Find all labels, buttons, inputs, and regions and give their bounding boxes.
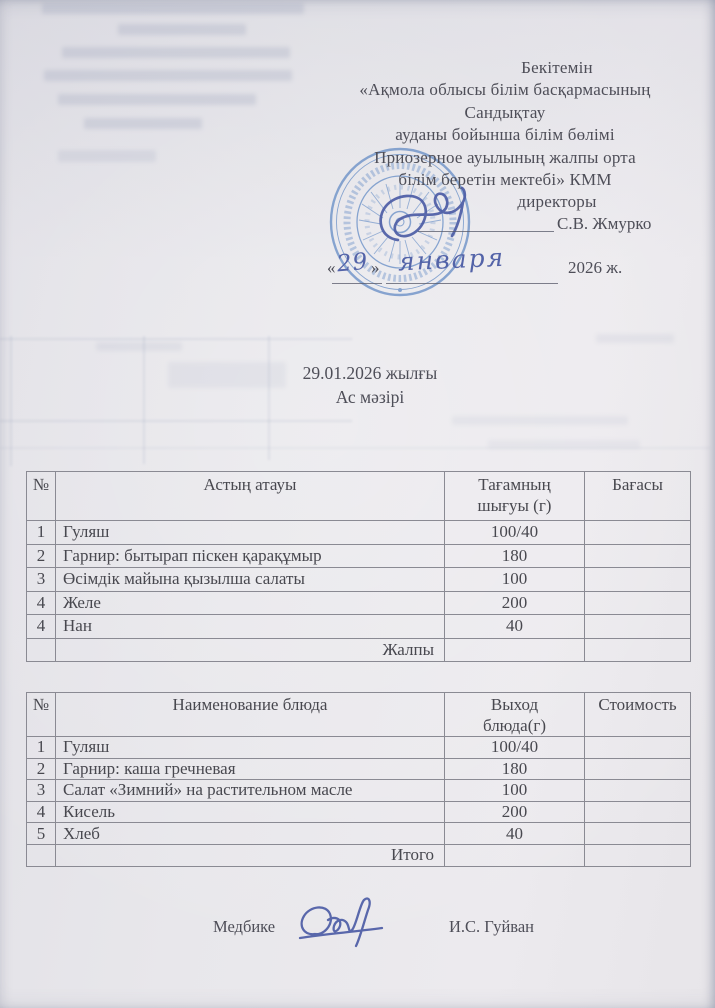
approval-line: «Ақмола облысы білім басқармасының — [359, 80, 651, 100]
cell-output: 200 — [445, 591, 585, 615]
signature-line — [418, 231, 554, 232]
cell-price — [585, 823, 691, 845]
approval-line: Приозерное ауылының жалпы орта — [374, 147, 636, 167]
cell-output: 180 — [445, 758, 585, 780]
date-open-quote: « — [327, 258, 336, 277]
cell-price — [585, 615, 691, 639]
table-header-row — [27, 693, 691, 737]
cell-output: 100/40 — [445, 737, 585, 759]
cell-price — [585, 568, 691, 592]
cell-price — [585, 521, 691, 545]
date-underline — [386, 283, 558, 284]
col-header-dish: Астың атауы — [56, 472, 445, 521]
cell-price — [585, 801, 691, 823]
date-close-quote: » — [371, 258, 380, 277]
menu-table-russian — [26, 692, 691, 867]
cell-price — [585, 544, 691, 568]
col-header-output: Выход блюда(г) — [445, 693, 585, 737]
cell-dish: Кисель — [56, 801, 445, 823]
approval-line: Бекітемін — [521, 58, 593, 77]
title-date-line: 29.01.2026 жылғы — [302, 363, 438, 383]
cell-num: 4 — [27, 801, 56, 823]
table-total-row — [27, 638, 691, 662]
table-row — [27, 615, 691, 639]
cell-price — [585, 758, 691, 780]
cell-num: 4 — [27, 591, 56, 615]
table-row — [27, 544, 691, 568]
col-header-num: № — [27, 472, 56, 521]
cell-price — [585, 591, 691, 615]
col-header-dish: Наименование блюда — [56, 693, 445, 737]
cell-output: 200 — [445, 801, 585, 823]
date-underline — [332, 283, 382, 284]
cell-num: 4 — [27, 615, 56, 639]
handwritten-day: 29 — [335, 248, 370, 278]
approval-line: білім беретін мектебі» КММ — [398, 170, 612, 190]
cell-dish: Гарнир: бытырап піскен қарақұмыр — [56, 544, 445, 568]
table-row — [27, 780, 691, 802]
approval-line: ауданы бойынша білім бөлімі — [395, 125, 615, 145]
table-row — [27, 823, 691, 845]
cell-output: 180 — [445, 544, 585, 568]
cell-dish: Салат «Зимний» на растительном масле — [56, 780, 445, 802]
cell-price — [585, 638, 691, 662]
cell-price — [585, 780, 691, 802]
col-header-price: Стоимость — [585, 693, 691, 737]
cell-num: 3 — [27, 780, 56, 802]
cell-price — [585, 844, 691, 866]
table-row — [27, 737, 691, 759]
total-label: Жалпы — [56, 638, 445, 662]
cell-num: 2 — [27, 758, 56, 780]
cell-output — [445, 638, 585, 662]
cell-num: 1 — [27, 737, 56, 759]
cell-output — [445, 844, 585, 866]
approval-line: Сандықтау — [464, 102, 546, 122]
cell-dish: Желе — [56, 591, 445, 615]
cell-output: 100 — [445, 568, 585, 592]
table-total-row — [27, 844, 691, 866]
cell-num: 3 — [27, 568, 56, 592]
cell-output: 40 — [445, 823, 585, 845]
table-row — [27, 758, 691, 780]
cell-num — [27, 638, 56, 662]
date-year: 2026 ж. — [568, 258, 623, 277]
title-menu-line: Ас мәзірі — [335, 387, 405, 407]
total-label: Итого — [56, 844, 445, 866]
cell-num: 1 — [27, 521, 56, 545]
table-row — [27, 591, 691, 615]
document-title — [135, 361, 605, 409]
cell-num — [27, 844, 56, 866]
nurse-role-label: Медбике — [213, 917, 276, 936]
col-header-price: Бағасы — [585, 472, 691, 521]
nurse-signature — [290, 894, 390, 956]
approval-line: директоры — [517, 192, 597, 212]
cell-dish: Нан — [56, 615, 445, 639]
cell-dish: Өсімдік майына қызылша салаты — [56, 568, 445, 592]
nurse-name: И.С. Гуйван — [449, 917, 535, 936]
cell-dish: Гуляш — [56, 521, 445, 545]
cell-num: 5 — [27, 823, 56, 845]
table-row — [27, 801, 691, 823]
cell-output: 40 — [445, 615, 585, 639]
cell-num: 2 — [27, 544, 56, 568]
cell-output: 100 — [445, 780, 585, 802]
menu-table-kazakh — [26, 471, 691, 662]
director-name: С.В. Жмурко — [557, 214, 652, 233]
table-row — [27, 521, 691, 545]
cell-output: 100/40 — [445, 521, 585, 545]
table-row — [27, 568, 691, 592]
col-header-output: Тағамның шығуы (г) — [445, 472, 585, 521]
col-header-num: № — [27, 693, 56, 737]
table-header-row — [27, 472, 691, 521]
cell-price — [585, 737, 691, 759]
cell-dish: Гарнир: каша гречневая — [56, 758, 445, 780]
cell-dish: Хлеб — [56, 823, 445, 845]
cell-dish: Гуляш — [56, 737, 445, 759]
handwritten-month: января — [397, 242, 506, 277]
approval-block — [300, 57, 710, 214]
